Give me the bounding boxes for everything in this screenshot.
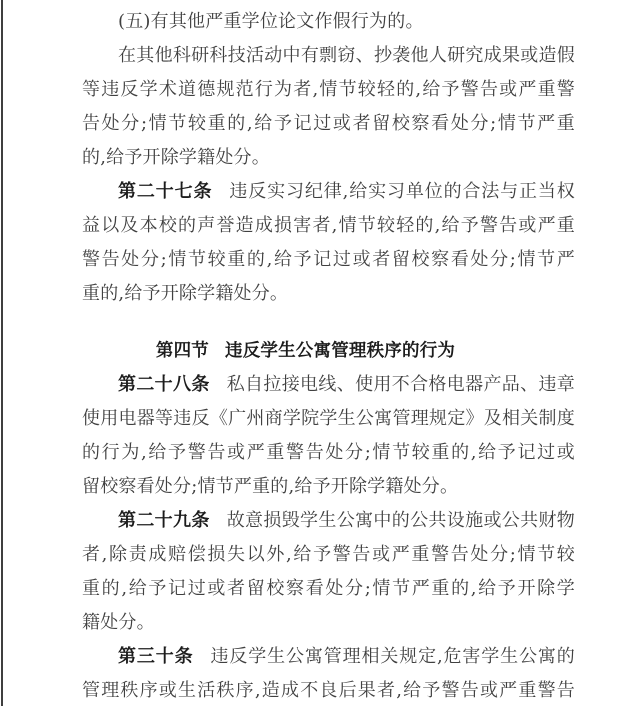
regulation-line: 的行为,给予警告或严重警告处分;情节较重的,给予记过或 [82, 442, 575, 463]
regulation-line [82, 175, 575, 209]
regulation-line: 警告处分;情节较重的,给予记过或者留校察看处分;情节严 [82, 249, 575, 270]
regulation-line: 籍处分。 [82, 612, 155, 633]
regulation-line [82, 640, 575, 674]
article-first-line-text: 故意损毁学生公寓中的公共设施或公共财物 [226, 510, 575, 531]
regulation-line: 使用电器等违反《广州商学院学生公寓管理规定》及相关制度 [82, 408, 575, 429]
regulation-line: 告处分;情节较重的,给予记过或者留校察看处分;情节严重 [82, 113, 575, 134]
section-heading-number: 第四节 [155, 341, 209, 361]
article-number: 第二十八条 [118, 374, 210, 395]
regulation-line: (五)有其他严重学位论文作假行为的。 [118, 11, 424, 32]
regulation-line [82, 504, 575, 538]
regulation-line: 者,除责成赔偿损失以外,给予警告或严重警告处分;情节较 [82, 544, 575, 565]
regulation-line: 在其他科研科技活动中有剽窃、抄袭他人研究成果或造假 [118, 45, 575, 66]
article-number: 第三十条 [118, 646, 194, 667]
section-heading-title: 违反学生公寓管理秩序的行为 [225, 341, 456, 361]
regulation-line: 的,给予开除学籍处分。 [82, 147, 270, 168]
page-left-border [1, 0, 3, 706]
section-heading [82, 334, 575, 368]
article-first-line-text: 私自拉接电线、使用不合格电器产品、违章 [226, 374, 575, 395]
article-first-line-text: 违反学生公寓管理相关规定,危害学生公寓的 [210, 646, 575, 667]
regulation-line: 留校察看处分;情节严重的,给予开除学籍处分。 [82, 476, 459, 497]
regulation-line: 等违反学术道德规范行为者,情节较轻的,给予警告或严重警 [82, 79, 575, 100]
regulation-line [82, 368, 575, 402]
regulation-line: 重的,给予记过或者留校察看处分;情节严重的,给予开除学 [82, 578, 575, 599]
regulation-line: 重的,给予开除学籍处分。 [82, 283, 289, 304]
article-number: 第二十九条 [118, 510, 210, 531]
document-body [82, 5, 575, 706]
article-first-line-text: 违反实习纪律,给实习单位的合法与正当权 [229, 181, 576, 202]
regulation-line: 管理秩序或生活秩序,造成不良后果者,给予警告或严重警告 [82, 680, 575, 701]
article-number: 第二十七条 [118, 181, 213, 202]
regulation-line: 益以及本校的声誉造成损害者,情节较轻的,给予警告或严重 [82, 215, 575, 236]
